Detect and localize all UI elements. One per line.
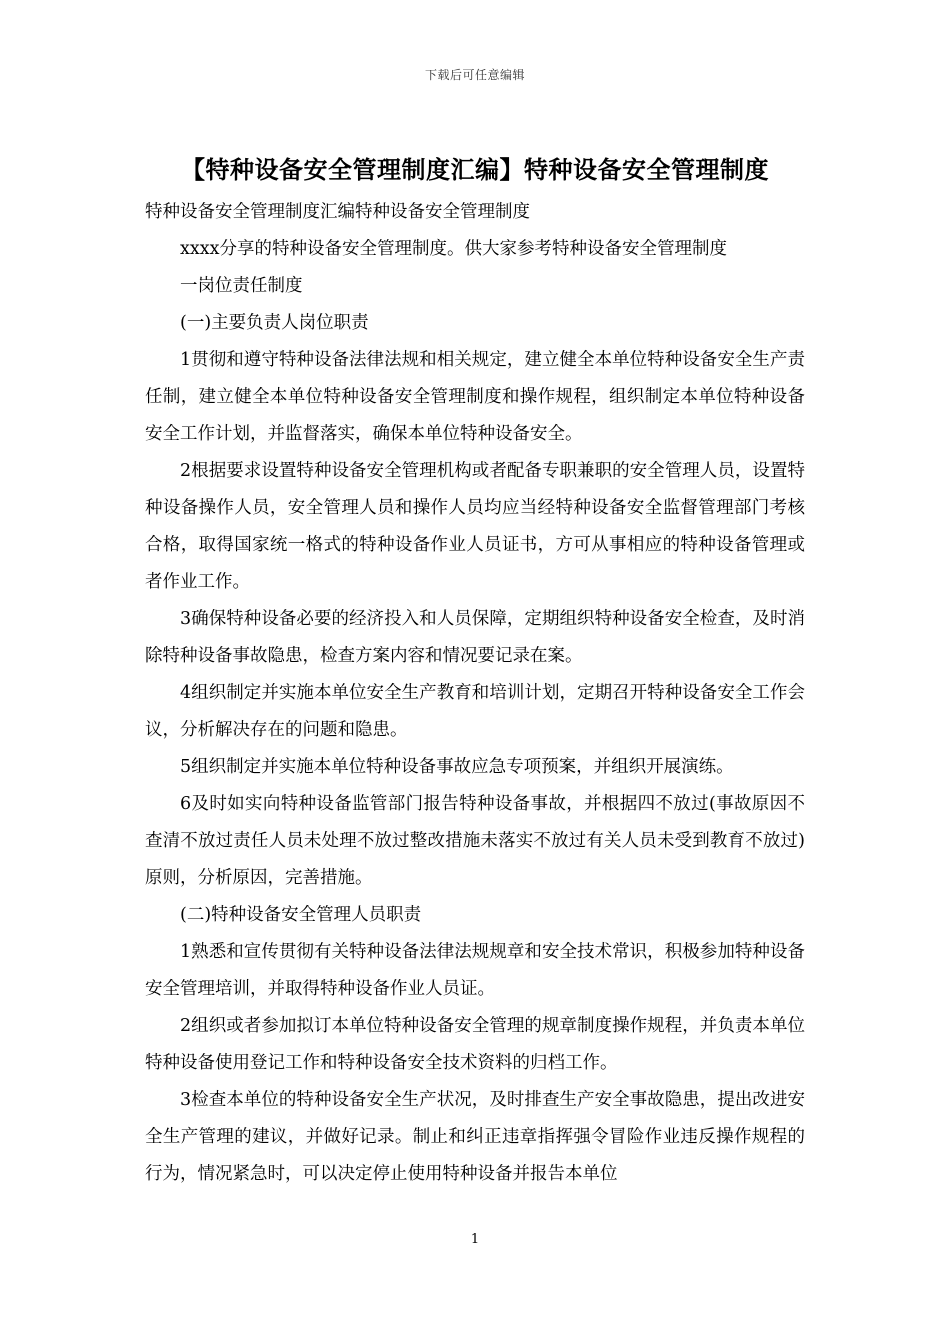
page-number: 1	[470, 1232, 480, 1247]
paragraph: 5组织制定并实施本单位特种设备事故应急专项预案，并组织开展演练。	[180, 757, 734, 777]
document-body	[145, 194, 805, 1193]
paragraph: 3确保特种设备必要的经济投入和人员保障，定期组织特种设备安全检查，及时消除特种设备事故隐患，检查方案内容和情况要记录在案。	[145, 609, 805, 666]
section-heading: 一岗位责任制度	[180, 276, 303, 296]
paragraph: 2根据要求设置特种设备安全管理机构或者配备专职兼职的安全管理人员，设置特种设备操作人员，安全管理人员和操作人员均应当经特种设备安全监督管理部门考核合格，取得国家统一格式的特种设备作业人员证书，方可从事相应的特种设备管理或者作业工作。	[145, 461, 805, 592]
document-title: 【特种设备安全管理制度汇编】特种设备安全管理制度	[181, 156, 769, 184]
paragraph: 1熟悉和宣传贯彻有关特种设备法律法规规章和安全技术常识，积极参加特种设备安全管理培训，并取得特种设备作业人员证。	[145, 942, 805, 999]
header-note: 下载后可任意编辑	[424, 68, 525, 82]
paragraph: 3检查本单位的特种设备安全生产状况，及时排查生产安全事故隐患，提出改进安全生产管理的建议，并做好记录。制止和纠正违章指挥强令冒险作业违反操作规程的行为，情况紧急时，可以决定停止使用特种设备并报告本单位	[145, 1090, 805, 1184]
subsection-heading: (二)特种设备安全管理人员职责	[180, 905, 422, 925]
paragraph: 1贯彻和遵守特种设备法律法规和相关规定，建立健全本单位特种设备安全生产责任制，建立健全本单位特种设备安全管理制度和操作规程，组织制定本单位特种设备安全工作计划，并监督落实，确保本单位特种设备安全。	[145, 350, 805, 444]
paragraph: 6及时如实向特种设备监管部门报告特种设备事故，并根据四不放过(事故原因不查清不放过责任人员未处理不放过整改措施未落实不放过有关人员未受到教育不放过)原则，分析原因，完善措施。	[145, 794, 805, 888]
paragraph: 4组织制定并实施本单位安全生产教育和培训计划，定期召开特种设备安全工作会议，分析解决存在的问题和隐患。	[145, 683, 805, 740]
subsection-heading: (一)主要负责人岗位职责	[180, 313, 369, 333]
paragraph: xxxx分享的特种设备安全管理制度。供大家参考特种设备安全管理制度	[180, 239, 727, 259]
paragraph: 特种设备安全管理制度汇编特种设备安全管理制度	[145, 202, 530, 222]
paragraph: 2组织或者参加拟订本单位特种设备安全管理的规章制度操作规程，并负责本单位特种设备使用登记工作和特种设备安全技术资料的归档工作。	[145, 1016, 805, 1073]
